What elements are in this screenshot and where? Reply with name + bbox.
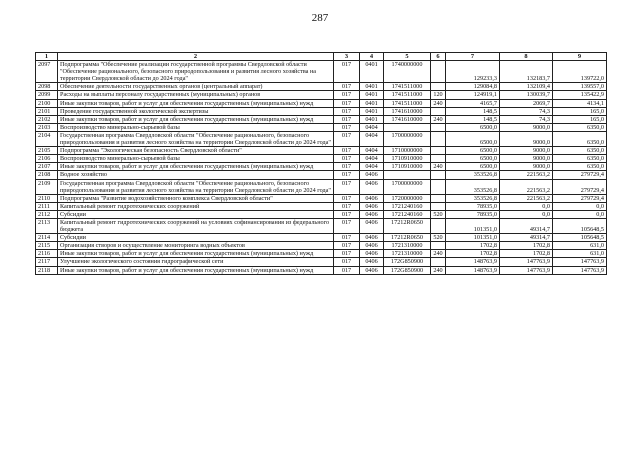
amount-year-3: 631,0 xyxy=(553,250,607,258)
row-number: 2117 xyxy=(36,258,58,266)
amount-year-2: 221563,2 xyxy=(500,179,553,194)
amount-year-1: 148763,9 xyxy=(446,266,500,274)
amount-year-1: 78935,0 xyxy=(446,210,500,218)
ministry-code: 017 xyxy=(334,242,360,250)
expense-type-code xyxy=(431,123,446,131)
target-code: 1741610000 xyxy=(384,107,431,115)
row-name: Организация створов и осуществление мониторинга водных объектов xyxy=(58,242,334,250)
row-name: Воспроизводство минерально-сырьевой базы xyxy=(58,123,334,131)
page-number: 287 xyxy=(311,12,329,24)
amount-year-3: 139557,0 xyxy=(553,83,607,91)
row-number: 2114 xyxy=(36,234,58,242)
expense-type-code xyxy=(431,202,446,210)
ministry-code: 017 xyxy=(334,179,360,194)
column-header: 2 xyxy=(58,53,334,61)
expense-type-code xyxy=(431,171,446,179)
expense-type-code xyxy=(431,242,446,250)
ministry-code: 017 xyxy=(334,123,360,131)
expense-type-code: 240 xyxy=(431,99,446,107)
row-name: Подпрограмма "Обеспечение реализации государственной программы Свердловской области "Обеспечение рационального, безопасного природопользования и развития лесного хозяйства на территории Свердловской области до 2024 года" xyxy=(58,61,334,83)
section-code: 0406 xyxy=(360,194,384,202)
row-name: Иные закупки товаров, работ и услуг для обеспечения государственных (муниципальных) нужд xyxy=(58,266,334,274)
ministry-code: 017 xyxy=(334,163,360,171)
section-code: 0406 xyxy=(360,210,384,218)
row-name: Иные закупки товаров, работ и услуг для обеспечения государственных (муниципальных) нужд xyxy=(58,99,334,107)
amount-year-2: 49314,7 xyxy=(500,234,553,242)
table-header-row xyxy=(36,53,607,61)
target-code: 1741511000 xyxy=(384,99,431,107)
ministry-code: 017 xyxy=(334,250,360,258)
row-name: Подпрограмма "Развитие водохозяйственного комплекса Свердловской области" xyxy=(58,194,334,202)
amount-year-1: 101351,0 xyxy=(446,234,500,242)
table-row xyxy=(36,202,607,210)
ministry-code: 017 xyxy=(334,115,360,123)
ministry-code: 017 xyxy=(334,83,360,91)
column-header: 9 xyxy=(553,53,607,61)
ministry-code: 017 xyxy=(334,99,360,107)
row-name: Капитальный ремонт гидротехнических сооружений xyxy=(58,202,334,210)
target-code: 17212R0650 xyxy=(384,234,431,242)
section-code: 0406 xyxy=(360,179,384,194)
section-code: 0401 xyxy=(360,99,384,107)
amount-year-3: 279729,4 xyxy=(553,194,607,202)
table-row xyxy=(36,131,607,146)
amount-year-1: 6500,0 xyxy=(446,155,500,163)
table-row xyxy=(36,107,607,115)
amount-year-1: 6500,0 xyxy=(446,147,500,155)
expense-type-code xyxy=(431,131,446,146)
amount-year-2: 1702,8 xyxy=(500,242,553,250)
expense-type-code xyxy=(431,107,446,115)
row-name: Иные закупки товаров, работ и услуг для обеспечения государственных (муниципальных) нужд xyxy=(58,115,334,123)
table-row xyxy=(36,171,607,179)
section-code: 0406 xyxy=(360,171,384,179)
target-code: 1741511000 xyxy=(384,91,431,99)
row-number: 2110 xyxy=(36,194,58,202)
table-row xyxy=(36,91,607,99)
row-number: 2115 xyxy=(36,242,58,250)
amount-year-2: 74,3 xyxy=(500,107,553,115)
amount-year-1: 129233,3 xyxy=(446,61,500,83)
target-code xyxy=(384,123,431,131)
expense-type-code xyxy=(431,147,446,155)
amount-year-2: 221563,2 xyxy=(500,194,553,202)
target-code: 1720000000 xyxy=(384,194,431,202)
amount-year-1: 129084,8 xyxy=(446,83,500,91)
expense-type-code: 120 xyxy=(431,91,446,99)
section-code: 0404 xyxy=(360,163,384,171)
table-row xyxy=(36,99,607,107)
target-code: 1721240160 xyxy=(384,210,431,218)
row-number: 2098 xyxy=(36,83,58,91)
table-row xyxy=(36,250,607,258)
row-name: Проведение государственной экологической экспертизы xyxy=(58,107,334,115)
column-header: 1 xyxy=(36,53,58,61)
target-code: 172G850900 xyxy=(384,266,431,274)
amount-year-2: 2069,7 xyxy=(500,99,553,107)
row-number: 2118 xyxy=(36,266,58,274)
amount-year-2: 0,0 xyxy=(500,202,553,210)
ministry-code: 017 xyxy=(334,218,360,233)
section-code: 0406 xyxy=(360,202,384,210)
row-name: Иные закупки товаров, работ и услуг для обеспечения государственных (муниципальных) нужд xyxy=(58,163,334,171)
table-row xyxy=(36,210,607,218)
section-code: 0404 xyxy=(360,147,384,155)
column-header: 5 xyxy=(384,53,431,61)
amount-year-2: 9000,0 xyxy=(500,131,553,146)
target-code: 1741511000 xyxy=(384,83,431,91)
amount-year-1: 353526,8 xyxy=(446,171,500,179)
row-name: Капитальный ремонт гидротехнических сооружений на условиях софинансирования из федерального бюджета xyxy=(58,218,334,233)
ministry-code: 017 xyxy=(334,61,360,83)
section-code: 0406 xyxy=(360,218,384,233)
row-number: 2116 xyxy=(36,250,58,258)
table-body xyxy=(36,53,607,275)
target-code: 1740000000 xyxy=(384,61,431,83)
row-name: Государственная программа Свердловской области "Обеспечение рационального, безопасного природопользования и развития лесного хозяйства на территории Свердловской области до 2024 года" xyxy=(58,131,334,146)
amount-year-1: 353526,8 xyxy=(446,179,500,194)
expense-type-code xyxy=(431,258,446,266)
expense-type-code xyxy=(431,61,446,83)
ministry-code: 017 xyxy=(334,266,360,274)
table-row xyxy=(36,155,607,163)
table-row xyxy=(36,147,607,155)
amount-year-3: 135422,9 xyxy=(553,91,607,99)
amount-year-3: 6350,0 xyxy=(553,147,607,155)
table-row xyxy=(36,234,607,242)
row-name: Субсидии xyxy=(58,234,334,242)
ministry-code: 017 xyxy=(334,234,360,242)
expense-type-code: 240 xyxy=(431,250,446,258)
target-code: 1700000000 xyxy=(384,179,431,194)
amount-year-3: 165,0 xyxy=(553,115,607,123)
expense-type-code xyxy=(431,194,446,202)
amount-year-2: 147763,9 xyxy=(500,258,553,266)
table-row xyxy=(36,179,607,194)
table-row xyxy=(36,115,607,123)
section-code: 0401 xyxy=(360,107,384,115)
row-number: 2109 xyxy=(36,179,58,194)
table-row xyxy=(36,123,607,131)
section-code: 0404 xyxy=(360,123,384,131)
amount-year-3: 165,0 xyxy=(553,107,607,115)
amount-year-2: 221563,2 xyxy=(500,171,553,179)
table-row xyxy=(36,218,607,233)
amount-year-2: 0,0 xyxy=(500,210,553,218)
row-number: 2099 xyxy=(36,91,58,99)
row-name: Субсидии xyxy=(58,210,334,218)
amount-year-3: 147763,9 xyxy=(553,258,607,266)
amount-year-3: 105648,5 xyxy=(553,218,607,233)
amount-year-3: 0,0 xyxy=(553,210,607,218)
ministry-code: 017 xyxy=(334,194,360,202)
amount-year-2: 132183,7 xyxy=(500,61,553,83)
amount-year-1: 1702,8 xyxy=(446,242,500,250)
table-row xyxy=(36,258,607,266)
amount-year-3: 147763,9 xyxy=(553,266,607,274)
section-code: 0406 xyxy=(360,266,384,274)
row-number: 2100 xyxy=(36,99,58,107)
target-code: 172G850900 xyxy=(384,258,431,266)
table-row xyxy=(36,83,607,91)
target-code: 1710910000 xyxy=(384,155,431,163)
target-code xyxy=(384,171,431,179)
row-name: Государственная программа Свердловской области "Обеспечение рационального, безопасного природопользования и развития лесного хозяйства на территории Свердловской области до 2024 года" xyxy=(58,179,334,194)
row-number: 2107 xyxy=(36,163,58,171)
target-code: 1700000000 xyxy=(384,131,431,146)
section-code: 0401 xyxy=(360,61,384,83)
expense-type-code xyxy=(431,83,446,91)
row-name: Расходы на выплаты персоналу государственных (муниципальных) органов xyxy=(58,91,334,99)
row-number: 2103 xyxy=(36,123,58,131)
ministry-code: 017 xyxy=(334,171,360,179)
table-row xyxy=(36,163,607,171)
target-code: 1721310000 xyxy=(384,250,431,258)
row-number: 2112 xyxy=(36,210,58,218)
ministry-code: 017 xyxy=(334,210,360,218)
ministry-code: 017 xyxy=(334,107,360,115)
amount-year-3: 4134,1 xyxy=(553,99,607,107)
target-code: 1721310000 xyxy=(384,242,431,250)
ministry-code: 017 xyxy=(334,258,360,266)
row-number: 2102 xyxy=(36,115,58,123)
row-number: 2106 xyxy=(36,155,58,163)
amount-year-1: 4165,7 xyxy=(446,99,500,107)
section-code: 0406 xyxy=(360,250,384,258)
expense-type-code: 240 xyxy=(431,266,446,274)
row-number: 2113 xyxy=(36,218,58,233)
ministry-code: 017 xyxy=(334,202,360,210)
section-code: 0406 xyxy=(360,242,384,250)
row-number: 2108 xyxy=(36,171,58,179)
amount-year-3: 6350,0 xyxy=(553,163,607,171)
amount-year-2: 1702,8 xyxy=(500,250,553,258)
target-code: 1721240160 xyxy=(384,202,431,210)
amount-year-1: 6500,0 xyxy=(446,131,500,146)
column-header: 3 xyxy=(334,53,360,61)
amount-year-3: 6350,0 xyxy=(553,123,607,131)
row-number: 2105 xyxy=(36,147,58,155)
expense-type-code: 240 xyxy=(431,163,446,171)
table-row xyxy=(36,61,607,83)
expense-type-code: 240 xyxy=(431,115,446,123)
amount-year-3: 6350,0 xyxy=(553,131,607,146)
expense-type-code: 520 xyxy=(431,210,446,218)
amount-year-2: 9000,0 xyxy=(500,147,553,155)
amount-year-1: 148763,9 xyxy=(446,258,500,266)
amount-year-3: 105648,5 xyxy=(553,234,607,242)
section-code: 0406 xyxy=(360,234,384,242)
section-code: 0401 xyxy=(360,115,384,123)
column-header: 7 xyxy=(446,53,500,61)
target-code: 1741610000 xyxy=(384,115,431,123)
ministry-code: 017 xyxy=(334,131,360,146)
amount-year-3: 0,0 xyxy=(553,202,607,210)
amount-year-3: 279729,4 xyxy=(553,179,607,194)
amount-year-3: 6350,0 xyxy=(553,155,607,163)
amount-year-1: 6500,0 xyxy=(446,123,500,131)
amount-year-1: 78935,0 xyxy=(446,202,500,210)
column-header: 8 xyxy=(500,53,553,61)
ministry-code: 017 xyxy=(334,155,360,163)
row-number: 2111 xyxy=(36,202,58,210)
row-name: Улучшение экологического состояния гидрографической сети xyxy=(58,258,334,266)
amount-year-1: 353526,8 xyxy=(446,194,500,202)
ministry-code: 017 xyxy=(334,147,360,155)
amount-year-1: 148,5 xyxy=(446,107,500,115)
expense-type-code: 520 xyxy=(431,234,446,242)
column-header: 4 xyxy=(360,53,384,61)
target-code: 1710910000 xyxy=(384,163,431,171)
amount-year-2: 132109,4 xyxy=(500,83,553,91)
target-code: 17212R0650 xyxy=(384,218,431,233)
row-number: 2097 xyxy=(36,61,58,83)
table-row xyxy=(36,266,607,274)
ministry-code: 017 xyxy=(334,91,360,99)
row-name: Обеспечение деятельности государственных органов (центральный аппарат) xyxy=(58,83,334,91)
row-number: 2104 xyxy=(36,131,58,146)
section-code: 0404 xyxy=(360,131,384,146)
amount-year-2: 9000,0 xyxy=(500,123,553,131)
amount-year-2: 49314,7 xyxy=(500,218,553,233)
section-code: 0406 xyxy=(360,258,384,266)
amount-year-2: 9000,0 xyxy=(500,155,553,163)
amount-year-1: 6500,0 xyxy=(446,163,500,171)
amount-year-1: 148,5 xyxy=(446,115,500,123)
table-row xyxy=(36,242,607,250)
row-number: 2101 xyxy=(36,107,58,115)
row-name: Водное хозяйство xyxy=(58,171,334,179)
table-row xyxy=(36,194,607,202)
expense-type-code xyxy=(431,218,446,233)
amount-year-3: 631,0 xyxy=(553,242,607,250)
amount-year-2: 147763,9 xyxy=(500,266,553,274)
amount-year-3: 139722,0 xyxy=(553,61,607,83)
section-code: 0401 xyxy=(360,83,384,91)
amount-year-2: 74,3 xyxy=(500,115,553,123)
expense-type-code xyxy=(431,155,446,163)
amount-year-1: 124919,1 xyxy=(446,91,500,99)
amount-year-3: 279729,4 xyxy=(553,171,607,179)
row-name: Воспроизводство минерально-сырьевой базы xyxy=(58,155,334,163)
row-name: Подпрограмма "Экологическая безопасность Свердловской области" xyxy=(58,147,334,155)
amount-year-2: 130039,7 xyxy=(500,91,553,99)
target-code: 1710000000 xyxy=(384,147,431,155)
budget-table xyxy=(35,52,607,275)
amount-year-2: 9000,0 xyxy=(500,163,553,171)
section-code: 0404 xyxy=(360,155,384,163)
section-code: 0401 xyxy=(360,91,384,99)
amount-year-1: 1702,8 xyxy=(446,250,500,258)
expense-type-code xyxy=(431,179,446,194)
row-name: Иные закупки товаров, работ и услуг для обеспечения государственных (муниципальных) нужд xyxy=(58,250,334,258)
column-header: 6 xyxy=(431,53,446,61)
amount-year-1: 101351,0 xyxy=(446,218,500,233)
